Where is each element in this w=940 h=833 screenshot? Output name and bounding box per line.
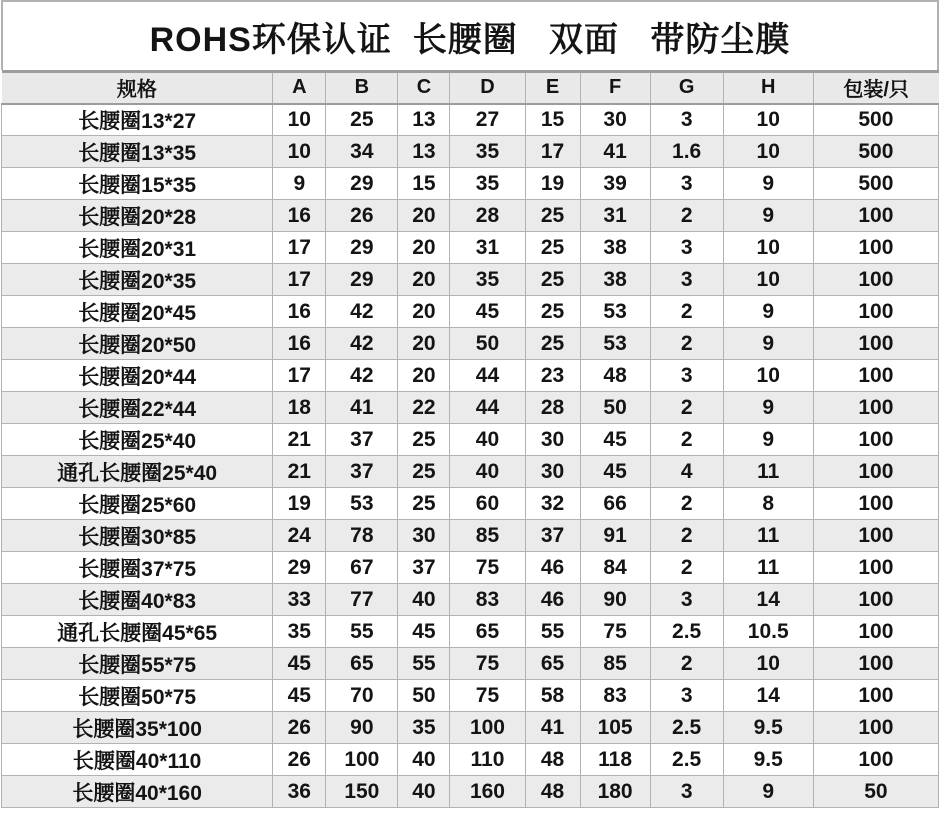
value-cell: 41 [326, 392, 398, 424]
value-cell: 2 [650, 392, 723, 424]
value-cell: 25 [525, 328, 580, 360]
value-cell: 45 [580, 424, 650, 456]
value-cell: 65 [450, 616, 525, 648]
value-cell: 2 [650, 520, 723, 552]
value-cell: 84 [580, 552, 650, 584]
value-cell: 100 [813, 360, 938, 392]
value-cell: 100 [813, 264, 938, 296]
table-row [2, 520, 939, 552]
value-cell: 45 [580, 456, 650, 488]
value-cell: 20 [398, 296, 450, 328]
value-cell: 100 [813, 712, 938, 744]
spec-cell: 长腰圈35*100 [2, 712, 273, 744]
value-cell: 38 [580, 232, 650, 264]
value-cell: 36 [273, 776, 326, 808]
column-header-package: 包装/只 [813, 72, 938, 104]
value-cell: 11 [723, 456, 813, 488]
value-cell: 50 [398, 680, 450, 712]
value-cell: 100 [813, 456, 938, 488]
value-cell: 3 [650, 584, 723, 616]
value-cell: 9 [723, 200, 813, 232]
value-cell: 2 [650, 328, 723, 360]
spec-cell: 长腰圈22*44 [2, 392, 273, 424]
value-cell: 13 [398, 136, 450, 168]
spec-cell: 长腰圈25*60 [2, 488, 273, 520]
spec-cell: 长腰圈25*40 [2, 424, 273, 456]
value-cell: 1.6 [650, 136, 723, 168]
value-cell: 25 [525, 232, 580, 264]
value-cell: 37 [326, 456, 398, 488]
value-cell: 2.5 [650, 744, 723, 776]
table-row [2, 168, 939, 200]
value-cell: 37 [525, 520, 580, 552]
value-cell: 25 [525, 296, 580, 328]
value-cell: 65 [525, 648, 580, 680]
value-cell: 29 [273, 552, 326, 584]
value-cell: 17 [525, 136, 580, 168]
value-cell: 2 [650, 200, 723, 232]
value-cell: 58 [525, 680, 580, 712]
spec-cell: 长腰圈20*50 [2, 328, 273, 360]
value-cell: 40 [398, 744, 450, 776]
value-cell: 35 [273, 616, 326, 648]
spec-cell: 长腰圈20*45 [2, 296, 273, 328]
value-cell: 38 [580, 264, 650, 296]
value-cell: 100 [813, 392, 938, 424]
value-cell: 30 [525, 456, 580, 488]
value-cell: 14 [723, 680, 813, 712]
value-cell: 2 [650, 296, 723, 328]
value-cell: 3 [650, 264, 723, 296]
spec-cell: 长腰圈13*27 [2, 104, 273, 136]
value-cell: 100 [813, 680, 938, 712]
value-cell: 40 [398, 584, 450, 616]
value-cell: 55 [398, 648, 450, 680]
value-cell: 150 [326, 776, 398, 808]
value-cell: 10 [273, 104, 326, 136]
value-cell: 34 [326, 136, 398, 168]
value-cell: 29 [326, 232, 398, 264]
table-row [2, 456, 939, 488]
value-cell: 13 [398, 104, 450, 136]
value-cell: 19 [525, 168, 580, 200]
value-cell: 75 [580, 616, 650, 648]
value-cell: 35 [450, 136, 525, 168]
value-cell: 25 [525, 264, 580, 296]
value-cell: 40 [450, 424, 525, 456]
value-cell: 46 [525, 552, 580, 584]
value-cell: 25 [525, 200, 580, 232]
value-cell: 2 [650, 488, 723, 520]
column-header-H: H [723, 72, 813, 104]
value-cell: 100 [813, 584, 938, 616]
value-cell: 85 [580, 648, 650, 680]
spec-table [1, 70, 939, 808]
column-header-C: C [398, 72, 450, 104]
value-cell: 22 [398, 392, 450, 424]
value-cell: 2 [650, 648, 723, 680]
value-cell: 40 [450, 456, 525, 488]
value-cell: 20 [398, 232, 450, 264]
value-cell: 2.5 [650, 712, 723, 744]
page-title: ROHS环保认证 长腰圈 双面 带防尘膜 [1, 0, 939, 70]
value-cell: 48 [525, 744, 580, 776]
value-cell: 11 [723, 520, 813, 552]
value-cell: 4 [650, 456, 723, 488]
value-cell: 75 [450, 680, 525, 712]
spec-cell: 长腰圈20*31 [2, 232, 273, 264]
value-cell: 26 [273, 712, 326, 744]
value-cell: 37 [398, 552, 450, 584]
value-cell: 3 [650, 776, 723, 808]
value-cell: 67 [326, 552, 398, 584]
value-cell: 160 [450, 776, 525, 808]
value-cell: 55 [525, 616, 580, 648]
value-cell: 100 [450, 712, 525, 744]
value-cell: 10.5 [723, 616, 813, 648]
value-cell: 25 [398, 488, 450, 520]
value-cell: 10 [723, 104, 813, 136]
value-cell: 19 [273, 488, 326, 520]
table-row [2, 584, 939, 616]
value-cell: 100 [813, 424, 938, 456]
table-row [2, 712, 939, 744]
value-cell: 44 [450, 360, 525, 392]
value-cell: 29 [326, 264, 398, 296]
value-cell: 48 [525, 776, 580, 808]
table-row [2, 616, 939, 648]
value-cell: 42 [326, 296, 398, 328]
value-cell: 70 [326, 680, 398, 712]
value-cell: 8 [723, 488, 813, 520]
value-cell: 66 [580, 488, 650, 520]
value-cell: 78 [326, 520, 398, 552]
value-cell: 3 [650, 232, 723, 264]
value-cell: 31 [580, 200, 650, 232]
value-cell: 28 [525, 392, 580, 424]
value-cell: 500 [813, 168, 938, 200]
spec-cell: 通孔长腰圈25*40 [2, 456, 273, 488]
value-cell: 53 [580, 328, 650, 360]
value-cell: 21 [273, 456, 326, 488]
table-row [2, 264, 939, 296]
value-cell: 9 [723, 168, 813, 200]
value-cell: 9.5 [723, 712, 813, 744]
value-cell: 25 [398, 424, 450, 456]
value-cell: 55 [326, 616, 398, 648]
spec-cell: 长腰圈40*160 [2, 776, 273, 808]
value-cell: 3 [650, 168, 723, 200]
value-cell: 9 [723, 424, 813, 456]
column-header-E: E [525, 72, 580, 104]
value-cell: 110 [450, 744, 525, 776]
value-cell: 10 [723, 648, 813, 680]
value-cell: 35 [398, 712, 450, 744]
value-cell: 500 [813, 104, 938, 136]
value-cell: 25 [398, 456, 450, 488]
column-header-G: G [650, 72, 723, 104]
column-header-B: B [326, 72, 398, 104]
value-cell: 17 [273, 360, 326, 392]
value-cell: 91 [580, 520, 650, 552]
table-row [2, 424, 939, 456]
value-cell: 20 [398, 328, 450, 360]
value-cell: 3 [650, 360, 723, 392]
value-cell: 9 [723, 392, 813, 424]
value-cell: 100 [813, 328, 938, 360]
value-cell: 75 [450, 552, 525, 584]
value-cell: 41 [580, 136, 650, 168]
value-cell: 48 [580, 360, 650, 392]
spec-cell: 长腰圈15*35 [2, 168, 273, 200]
value-cell: 35 [450, 264, 525, 296]
value-cell: 180 [580, 776, 650, 808]
value-cell: 100 [813, 232, 938, 264]
value-cell: 2.5 [650, 616, 723, 648]
value-cell: 44 [450, 392, 525, 424]
value-cell: 100 [813, 616, 938, 648]
value-cell: 31 [450, 232, 525, 264]
value-cell: 65 [326, 648, 398, 680]
value-cell: 100 [813, 200, 938, 232]
table-row [2, 552, 939, 584]
value-cell: 9.5 [723, 744, 813, 776]
column-header-spec: 规格 [2, 72, 273, 104]
value-cell: 10 [723, 232, 813, 264]
value-cell: 41 [525, 712, 580, 744]
value-cell: 83 [450, 584, 525, 616]
value-cell: 9 [723, 328, 813, 360]
value-cell: 90 [326, 712, 398, 744]
table-row [2, 488, 939, 520]
value-cell: 2 [650, 424, 723, 456]
value-cell: 28 [450, 200, 525, 232]
table-row [2, 648, 939, 680]
table-row [2, 680, 939, 712]
value-cell: 39 [580, 168, 650, 200]
value-cell: 100 [813, 648, 938, 680]
spec-cell: 长腰圈50*75 [2, 680, 273, 712]
spec-cell: 长腰圈13*35 [2, 136, 273, 168]
value-cell: 42 [326, 328, 398, 360]
table-row [2, 392, 939, 424]
table-row [2, 328, 939, 360]
value-cell: 105 [580, 712, 650, 744]
value-cell: 26 [326, 200, 398, 232]
value-cell: 17 [273, 264, 326, 296]
table-row [2, 136, 939, 168]
value-cell: 46 [525, 584, 580, 616]
value-cell: 9 [723, 296, 813, 328]
value-cell: 25 [326, 104, 398, 136]
table-row [2, 232, 939, 264]
value-cell: 100 [813, 296, 938, 328]
table-row [2, 744, 939, 776]
value-cell: 45 [273, 680, 326, 712]
value-cell: 100 [813, 552, 938, 584]
value-cell: 40 [398, 776, 450, 808]
value-cell: 45 [398, 616, 450, 648]
value-cell: 100 [326, 744, 398, 776]
value-cell: 50 [813, 776, 938, 808]
value-cell: 45 [273, 648, 326, 680]
value-cell: 26 [273, 744, 326, 776]
value-cell: 53 [326, 488, 398, 520]
spec-cell: 长腰圈37*75 [2, 552, 273, 584]
value-cell: 20 [398, 360, 450, 392]
value-cell: 50 [580, 392, 650, 424]
value-cell: 15 [525, 104, 580, 136]
value-cell: 15 [398, 168, 450, 200]
value-cell: 9 [723, 776, 813, 808]
value-cell: 16 [273, 296, 326, 328]
value-cell: 3 [650, 104, 723, 136]
value-cell: 118 [580, 744, 650, 776]
table-row [2, 360, 939, 392]
value-cell: 37 [326, 424, 398, 456]
spec-cell: 通孔长腰圈45*65 [2, 616, 273, 648]
value-cell: 100 [813, 520, 938, 552]
spec-cell: 长腰圈20*44 [2, 360, 273, 392]
value-cell: 10 [723, 136, 813, 168]
value-cell: 32 [525, 488, 580, 520]
value-cell: 10 [723, 360, 813, 392]
value-cell: 18 [273, 392, 326, 424]
value-cell: 2 [650, 552, 723, 584]
value-cell: 83 [580, 680, 650, 712]
spec-cell: 长腰圈20*35 [2, 264, 273, 296]
value-cell: 9 [273, 168, 326, 200]
column-header-F: F [580, 72, 650, 104]
spec-cell: 长腰圈40*83 [2, 584, 273, 616]
value-cell: 10 [723, 264, 813, 296]
value-cell: 20 [398, 264, 450, 296]
value-cell: 60 [450, 488, 525, 520]
value-cell: 85 [450, 520, 525, 552]
spec-cell: 长腰圈20*28 [2, 200, 273, 232]
value-cell: 14 [723, 584, 813, 616]
value-cell: 42 [326, 360, 398, 392]
value-cell: 100 [813, 488, 938, 520]
value-cell: 11 [723, 552, 813, 584]
column-header-D: D [450, 72, 525, 104]
value-cell: 50 [450, 328, 525, 360]
value-cell: 30 [580, 104, 650, 136]
spec-cell: 长腰圈55*75 [2, 648, 273, 680]
value-cell: 10 [273, 136, 326, 168]
column-header-A: A [273, 72, 326, 104]
value-cell: 45 [450, 296, 525, 328]
value-cell: 90 [580, 584, 650, 616]
value-cell: 30 [525, 424, 580, 456]
value-cell: 75 [450, 648, 525, 680]
value-cell: 30 [398, 520, 450, 552]
value-cell: 53 [580, 296, 650, 328]
value-cell: 16 [273, 328, 326, 360]
spec-cell: 长腰圈30*85 [2, 520, 273, 552]
table-row [2, 776, 939, 808]
value-cell: 24 [273, 520, 326, 552]
value-cell: 33 [273, 584, 326, 616]
table-header-row [2, 72, 939, 104]
value-cell: 35 [450, 168, 525, 200]
value-cell: 23 [525, 360, 580, 392]
value-cell: 77 [326, 584, 398, 616]
table-row [2, 200, 939, 232]
value-cell: 21 [273, 424, 326, 456]
value-cell: 29 [326, 168, 398, 200]
table-row [2, 296, 939, 328]
table-row [2, 104, 939, 136]
value-cell: 17 [273, 232, 326, 264]
value-cell: 100 [813, 744, 938, 776]
spec-cell: 长腰圈40*110 [2, 744, 273, 776]
value-cell: 500 [813, 136, 938, 168]
value-cell: 3 [650, 680, 723, 712]
value-cell: 16 [273, 200, 326, 232]
value-cell: 20 [398, 200, 450, 232]
value-cell: 27 [450, 104, 525, 136]
